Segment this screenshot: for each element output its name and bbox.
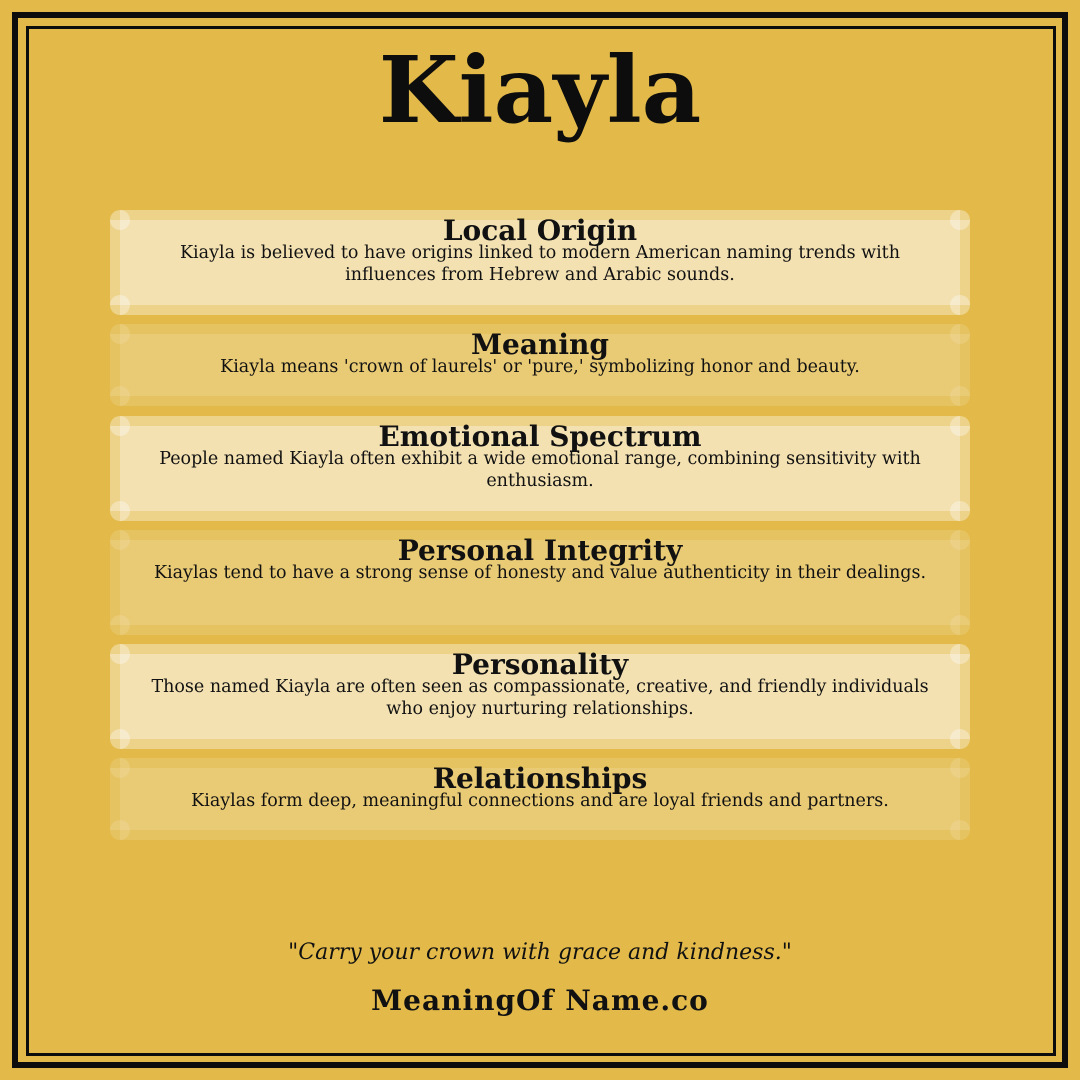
trait-card [110,530,970,635]
card-text: Kiaylas tend to have a strong sense of honesty and value authenticity in their dealings. [153,563,927,583]
card-title: Emotional Spectrum [378,420,702,453]
corner-dot [110,386,130,406]
card-title: Relationships [432,762,648,795]
corner-dot [110,295,130,315]
corner-dot [110,615,130,635]
card-title: Personality [451,648,629,681]
card-text: Kiayla is believed to have origins linked to modern American naming trends with influences from Hebrew and Arabic sounds. [179,243,900,285]
corner-dot [950,820,970,840]
card-text: Kiaylas form deep, meaningful connections and are loyal friends and partners. [191,791,889,811]
corner-dot [950,386,970,406]
corner-dot [950,729,970,749]
corner-dot [950,295,970,315]
name-title: Kiayla [378,36,702,144]
corner-dot [110,501,130,521]
corner-dot [950,501,970,521]
trait-card [110,324,970,406]
corner-dot [110,729,130,749]
card-title: Meaning [471,328,609,361]
card-title: Local Origin [442,214,638,247]
trait-card [110,416,970,521]
card-text: Those named Kiayla are often seen as compassionate, creative, and friendly individuals who enjoy nurturing relationships. [151,677,929,719]
site-brand: MeaningOf Name.co [371,984,709,1017]
trait-card [110,644,970,749]
quote: "Carry your crown with grace and kindness." [288,940,792,965]
corner-dot [110,820,130,840]
card-text: Kiayla means 'crown of laurels' or 'pure,' symbolizing honor and beauty. [220,357,860,377]
card-text: People named Kiayla often exhibit a wide emotional range, combining sensitivity with enthusiasm. [159,449,921,491]
card-title: Personal Integrity [397,534,683,567]
trait-card [110,210,970,315]
corner-dot [950,615,970,635]
trait-card [110,758,970,840]
